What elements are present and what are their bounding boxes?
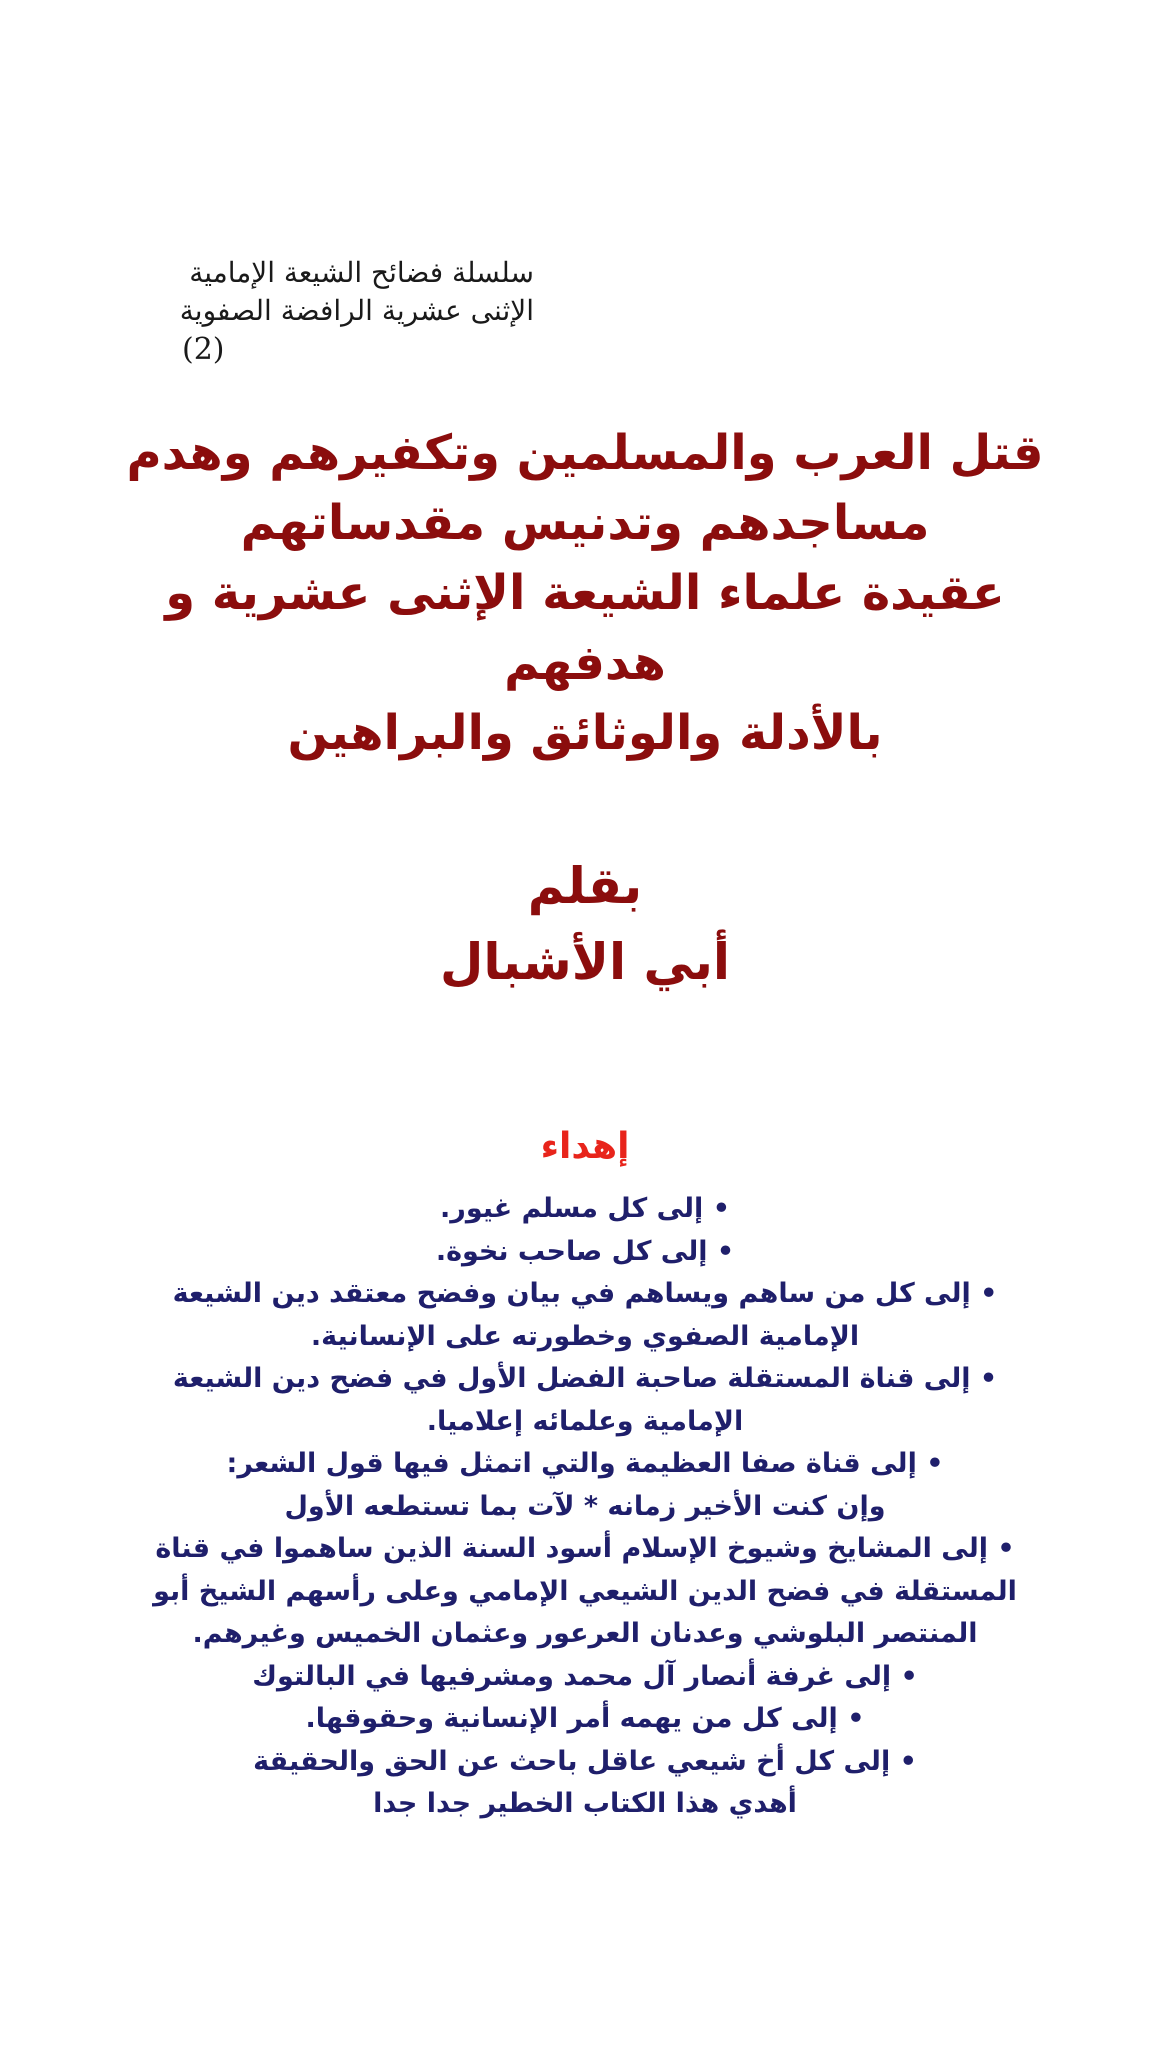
series-number: (2) xyxy=(182,332,225,367)
dedication-line: أهدي هذا الكتاب الخطير جدا جدا xyxy=(373,1788,797,1819)
author-block xyxy=(100,848,1070,1000)
title-line: بالأدلة والوثائق والبراهين xyxy=(287,705,883,761)
series-label xyxy=(134,254,534,370)
dedication-line: • إلى كل من يهمه أمر الإنسانية وحقوقها. xyxy=(305,1703,865,1734)
dedication-line: الإمامية وعلمائه إعلاميا. xyxy=(426,1405,744,1437)
dedication-line: الإمامية الصفوي وخطورته على الإنسانية. xyxy=(310,1320,860,1352)
title-line: عقيدة علماء الشيعة الإثنى عشرية و xyxy=(165,565,1005,621)
dedication-line: • إلى كل أخ شيعي عاقل باحث عن الحق والحقيقة xyxy=(253,1745,917,1777)
book-title xyxy=(100,418,1070,768)
dedication-line: • إلى قناة المستقلة صاحبة الفضل الأول في فضح دين الشيعة xyxy=(172,1363,998,1394)
dedication-heading: إهداء xyxy=(540,1126,630,1167)
dedication-line: المستقلة في فضح الدين الشيعي الإمامي وعلى رأسهم الشيخ أبو xyxy=(153,1575,1017,1607)
series-line-1: سلسلة فضائح الشيعة الإمامية xyxy=(189,256,534,289)
author-name: أبي الأشبال xyxy=(439,933,730,991)
dedication-line: • إلى غرفة أنصار آل محمد ومشرفيها في البالتوك xyxy=(252,1660,918,1692)
dedication-body xyxy=(100,1188,1070,1826)
author-prefix: بقلم xyxy=(527,857,643,915)
dedication-line: • إلى كل صاحب نخوة. xyxy=(435,1235,735,1267)
dedication-line: وإن كنت الأخير زمانه * لآت بما تستطعه الأول xyxy=(284,1490,886,1522)
series-line-2: الإثنى عشرية الرافضة الصفوية xyxy=(179,294,534,327)
title-line: قتل العرب والمسلمين وتكفيرهم وهدم xyxy=(126,425,1044,481)
dedication-line: • إلى المشايخ وشيوخ الإسلام أسود السنة الذين ساهموا في قناة xyxy=(155,1533,1015,1564)
dedication-line: المنتصر البلوشي وعدنان العرعور وعثمان الخميس وغيرهم. xyxy=(192,1618,978,1649)
title-line: هدفهم xyxy=(504,635,666,691)
dedication-line: • إلى قناة صفا العظيمة والتي اتمثل فيها قول الشعر: xyxy=(226,1448,944,1479)
dedication-line: • إلى كل مسلم غيور. xyxy=(440,1193,730,1224)
dedication-line: • إلى كل من ساهم ويساهم في بيان وفضح معتقد دين الشيعة xyxy=(172,1278,998,1309)
title-line: مساجدهم وتدنيس مقدساتهم xyxy=(240,495,930,551)
